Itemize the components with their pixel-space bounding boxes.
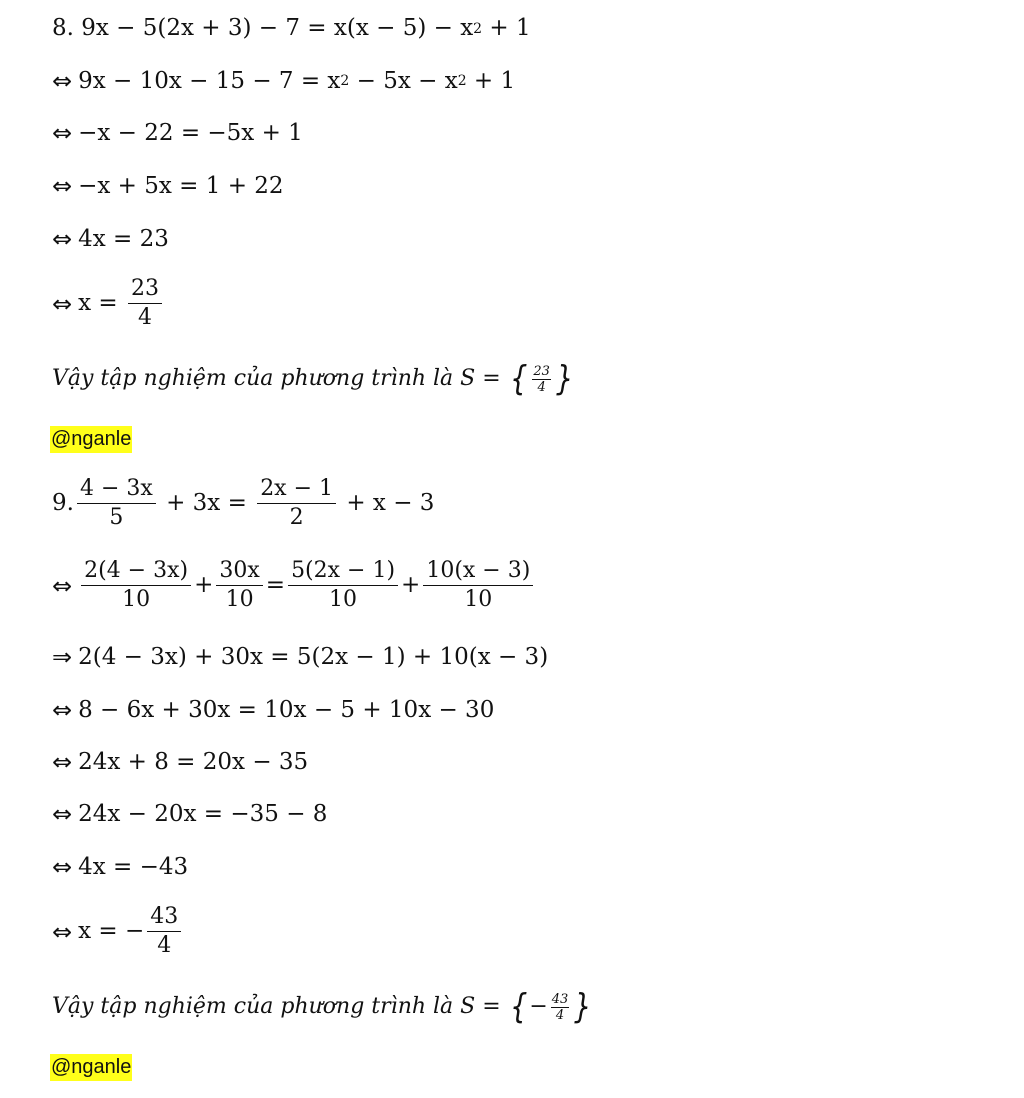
p9-line4-text: 8 − 6x + 30x = 10x − 5 + 10x − 30 — [78, 696, 495, 723]
fraction-numerator: 23 — [128, 278, 162, 304]
fraction-denominator: 10 — [464, 587, 493, 612]
equivalence-arrow-icon: ⇔ — [52, 172, 73, 200]
fraction-numerator: 30x — [216, 560, 262, 586]
p9-equation-line-2 — [52, 560, 536, 611]
p8-conclusion-fraction — [532, 365, 551, 394]
fraction-numerator: 5(2x − 1) — [288, 560, 398, 586]
p9-line2-fraction-2 — [216, 560, 262, 611]
p9-equation-line-7 — [52, 855, 188, 879]
fraction-denominator: 5 — [109, 505, 124, 530]
fraction-numerator: 2x − 1 — [257, 478, 336, 504]
p8-line3-text: −x − 22 = −5x + 1 — [78, 119, 303, 146]
p8-line2-text-b: − 5x − x — [349, 67, 458, 94]
p9-line2-fraction-1 — [81, 560, 191, 611]
equivalence-arrow-icon: ⇔ — [52, 917, 73, 946]
p9-equation-line-4 — [52, 698, 494, 722]
p9-equation-line-5 — [52, 750, 308, 774]
p9-line1-mid: + 3x = — [158, 490, 255, 516]
equivalence-arrow-icon: ⇔ — [52, 289, 73, 318]
p9-equation-line-8 — [52, 906, 184, 957]
p8-equation-line-3 — [52, 121, 303, 145]
p8-equation-line-5 — [52, 227, 169, 251]
p8-line1-end: + 1 — [482, 15, 531, 41]
p9-line2-fraction-4 — [423, 560, 533, 611]
equivalence-arrow-icon: ⇔ — [52, 696, 73, 724]
fraction-numerator: 4 − 3x — [77, 478, 156, 504]
p8-equation-line-2: ⇔ 9x − 10x − 15 − 7 = x 2 − 5x − x 2 + 1 — [52, 67, 516, 95]
p8-line4-text: −x + 5x = 1 + 22 — [78, 172, 284, 199]
close-brace: } — [556, 359, 574, 399]
fraction-denominator: 4 — [157, 933, 172, 958]
p8-equation-line-4 — [52, 174, 284, 198]
p9-conclusion-fraction — [551, 993, 570, 1022]
fraction-denominator: 4 — [137, 305, 152, 330]
equals-sign: = — [265, 572, 286, 598]
p9-conclusion — [52, 987, 594, 1027]
fraction-numerator: 43 — [551, 991, 569, 1007]
p8-conclusion-text: Vậy tập nghiệm của phương trình là S = — [52, 366, 508, 391]
p9-equation-line-3 — [52, 645, 548, 669]
plus-sign: + — [401, 572, 421, 598]
p8-line6-text: x = — [78, 290, 125, 316]
p9-line8-text: x = − — [78, 918, 145, 944]
plus-sign: + — [194, 572, 214, 598]
close-brace: } — [574, 987, 592, 1027]
p9-line3-text: 2(4 − 3x) + 30x = 5(2x − 1) + 10(x − 3) — [78, 643, 549, 670]
p9-equation-line-6 — [52, 802, 327, 826]
p8-line2-text-a: 9x − 10x − 15 − 7 = x — [78, 67, 341, 94]
p9-line1-fraction-1 — [77, 478, 156, 529]
fraction-numerator: 2(4 − 3x) — [81, 560, 191, 586]
p9-equation-line-1 — [52, 478, 434, 529]
p8-equation-line-1: 8. 9x − 5(2x + 3) − 7 = x(x − 5) − x 2 + 1 — [52, 15, 531, 41]
fraction-denominator: 10 — [225, 587, 254, 612]
open-brace: { — [509, 987, 528, 1027]
equivalence-arrow-icon: ⇔ — [52, 800, 73, 828]
fraction-denominator: 10 — [122, 587, 151, 612]
equivalence-arrow-icon: ⇔ — [52, 571, 73, 600]
implication-arrow-icon: ⇒ — [52, 643, 73, 671]
p9-line2-fraction-3 — [288, 560, 398, 611]
fraction-denominator: 10 — [329, 587, 358, 612]
p9-line1-fraction-2 — [257, 478, 336, 529]
p9-line1-end: + x − 3 — [339, 490, 435, 516]
fraction-denominator: 2 — [289, 505, 304, 530]
equivalence-arrow-icon: ⇔ — [52, 748, 73, 776]
equivalence-arrow-icon: ⇔ — [52, 853, 73, 881]
p8-equation-line-6 — [52, 278, 165, 329]
p8-line1-text: 8. 9x − 5(2x + 3) − 7 = x(x − 5) − x — [52, 15, 474, 41]
p8-conclusion — [52, 359, 576, 399]
p9-line6-text: 24x − 20x = −35 − 8 — [78, 800, 328, 827]
p9-line7-text: 4x = −43 — [78, 853, 189, 880]
p9-line5-text: 24x + 8 = 20x − 35 — [78, 748, 309, 775]
p9-conclusion-text: Vậy tập nghiệm của phương trình là S = — [52, 994, 508, 1019]
p9-line1-prefix: 9. — [52, 490, 74, 516]
author-tag: @nganle — [50, 1054, 132, 1081]
fraction-numerator: 10(x − 3) — [423, 560, 533, 586]
fraction-denominator: 4 — [537, 379, 546, 395]
minus-sign: − — [529, 994, 548, 1019]
fraction-denominator: 4 — [555, 1007, 565, 1023]
fraction-numerator: 43 — [147, 906, 181, 932]
open-brace: { — [509, 359, 528, 399]
p8-line2-text-c: + 1 — [466, 67, 516, 94]
p9-solution-fraction — [147, 906, 181, 957]
equivalence-arrow-icon: ⇔ — [52, 119, 73, 147]
author-tag: @nganle — [50, 426, 132, 453]
equivalence-arrow-icon: ⇔ — [52, 67, 73, 95]
fraction-numerator: 23 — [533, 363, 550, 379]
equivalence-arrow-icon: ⇔ — [52, 225, 73, 253]
p8-line5-text: 4x = 23 — [78, 225, 169, 252]
p8-solution-fraction — [128, 278, 162, 329]
